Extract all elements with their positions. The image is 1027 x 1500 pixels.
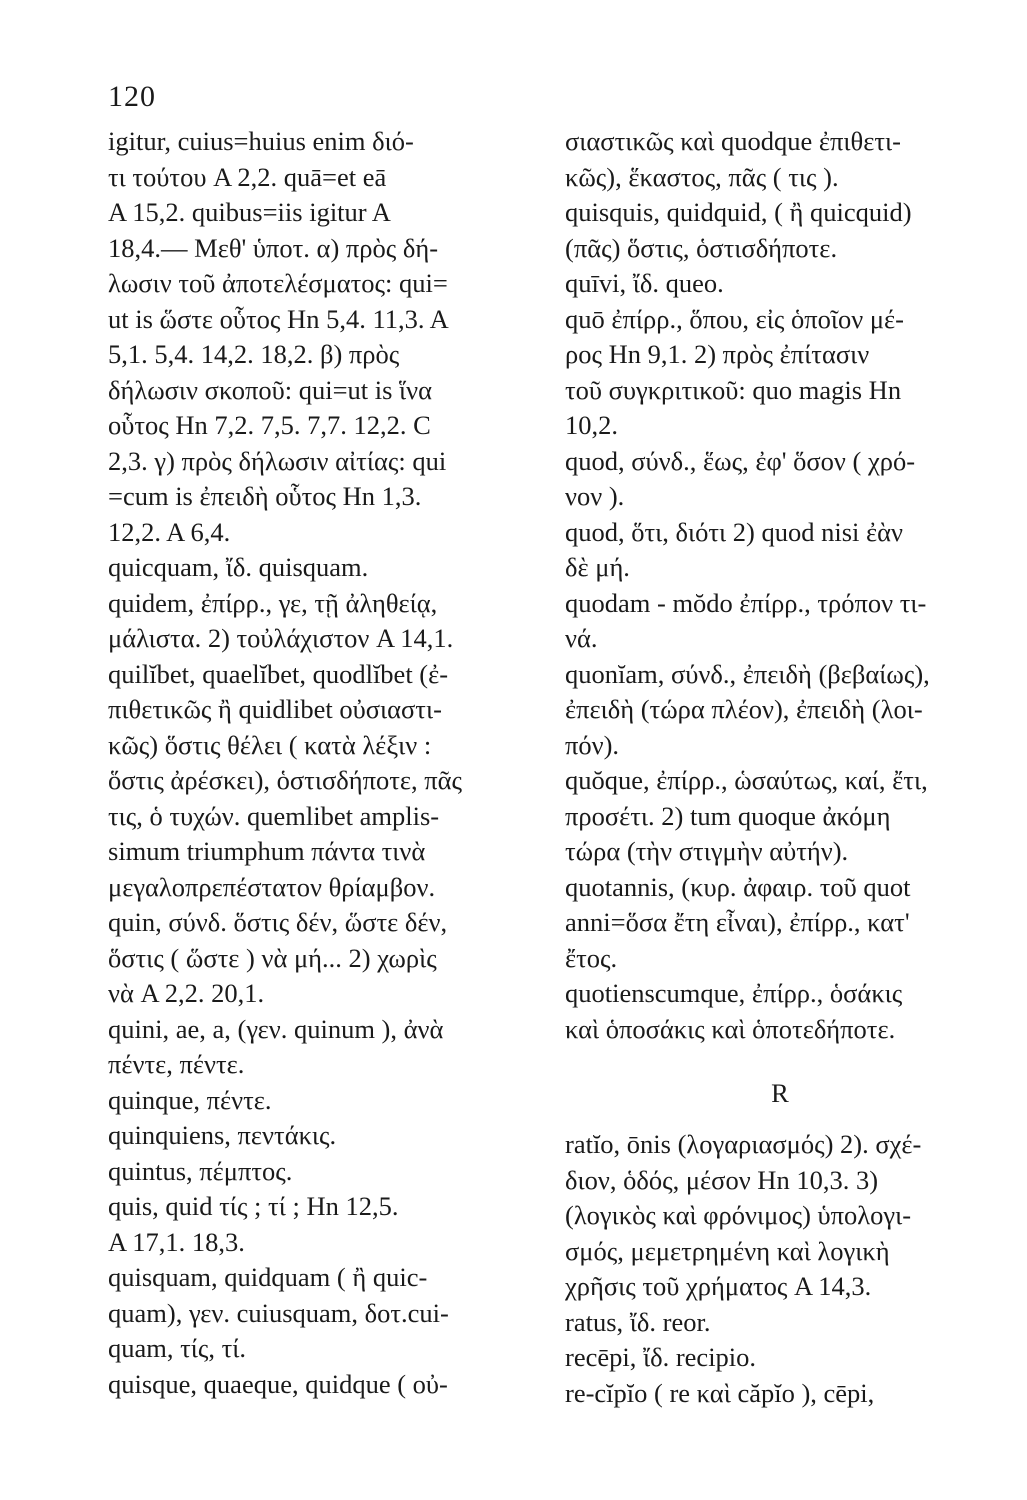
dictionary-line: πέντε, πέντε.: [108, 1049, 245, 1079]
dictionary-line: μεγαλοπρεπέστατον θρίαμβον.: [108, 871, 436, 902]
dictionary-line: =cum is ἐπειδὴ οὗτος Hn 1,3.: [108, 481, 422, 511]
letter-heading: R: [771, 1078, 791, 1108]
dictionary-line: τώρα (τὴν στιγμὴν αὐτήν).: [565, 836, 849, 866]
dictionary-line: quis, quid τίς ; τί ; Hn 12,5.: [108, 1191, 399, 1221]
dictionary-line: ratĭo, ōnis (λογαριασμός) 2). σχέ-: [565, 1129, 922, 1159]
dictionary-line: λωσιν τοῦ ἀποτελέσματος: qui=: [108, 268, 448, 298]
dictionary-line: quinquiens, πεντάκις.: [108, 1120, 337, 1150]
dictionary-line: quin, σύνδ. ὅστις δέν, ὥστε δέν,: [108, 907, 448, 937]
dictionary-line: νὰ A 2,2. 20,1.: [108, 978, 265, 1008]
dictionary-line: 18,4.— Μεθ' ὑποτ. α) πρὸς δή-: [108, 232, 439, 263]
dictionary-line: recēpi, ἴδ. recipio.: [565, 1342, 757, 1372]
dictionary-line: σιαστικῶς καὶ quodque ἐπιθετι-: [565, 126, 901, 156]
left-column: [108, 124, 546, 1402]
dictionary-line: τοῦ συγκριτικοῦ: quo magis Hn: [565, 374, 902, 405]
dictionary-line: quilĭbet, quaelĭbet, quodlĭbet (ἐ-: [108, 658, 449, 689]
dictionary-line: ρος Hn 9,1. 2) πρὸς ἐπίτασιν: [565, 339, 870, 369]
dictionary-line: quisquam, quidquam ( ἢ quic-: [108, 1262, 428, 1292]
dictionary-line: κῶς) ὅστις θέλει ( κατὰ λέξιν :: [108, 729, 432, 760]
dictionary-line: σμός, μεμετρημένη καὶ λογικὴ: [565, 1235, 890, 1266]
dictionary-line: ut is ὥστε οὗτος Hn 5,4. 11,3. A: [108, 303, 449, 334]
dictionary-line: re-cĭpĭo ( re καὶ căpĭo ), cēpi,: [565, 1377, 875, 1408]
dictionary-line: νον ).: [565, 481, 625, 511]
dictionary-line: quam, τίς, τί.: [108, 1333, 247, 1363]
dictionary-line: 10,2.: [565, 410, 618, 440]
dictionary-line: τις, ὁ τυχών. quemlibet amplis-: [108, 800, 440, 831]
dictionary-line: ratus, ἴδ. reor.: [565, 1306, 711, 1337]
dictionary-line: A 15,2. quibus=iis igitur A: [108, 197, 391, 227]
dictionary-line: quonĭam, σύνδ., ἐπειδὴ (βεβαίως),: [565, 658, 930, 689]
dictionary-line: quō ἐπίρρ., ὅπου, εἰς ὁποῖον μέ-: [565, 303, 904, 334]
dictionary-line: quotannis, (κυρ. ἀφαιρ. τοῦ quot: [565, 871, 911, 902]
dictionary-line: δὲ μή.: [565, 552, 630, 582]
dictionary-line: igitur, cuius=huius enim διό-: [108, 126, 414, 156]
dictionary-line: quam), γεν. cuiusquam, δοτ.cui-: [108, 1297, 449, 1328]
dictionary-line: quŏque, ἐπίρρ., ὡσαύτως, καί, ἔτι,: [565, 765, 928, 795]
dictionary-line: (λογικὸς καὶ φρόνιμος) ὑπολογι-: [565, 1200, 912, 1230]
dictionary-line: οὗτος Hn 7,2. 7,5. 7,7. 12,2. C: [108, 410, 431, 440]
dictionary-line: πόν).: [565, 729, 620, 760]
dictionary-line: quod, σύνδ., ἕως, ἐφ' ὅσον ( χρό-: [565, 445, 916, 476]
dictionary-line: ὅστις ἀρέσκει), ὁστισδήποτε, πᾶς: [108, 765, 462, 795]
dictionary-line: quod, ὅτι, διότι 2) quod nisi ἐὰν: [565, 516, 904, 547]
dictionary-line: ἔτος.: [565, 942, 618, 973]
dictionary-line: νά.: [565, 623, 598, 653]
dictionary-line: διον, ὁδός, μέσον Hn 10,3. 3): [565, 1164, 879, 1195]
right-column-entries-r: [565, 1127, 997, 1411]
dictionary-line: 5,1. 5,4. 14,2. 18,2. β) πρὸς: [108, 339, 400, 369]
dictionary-line: quintus, πέμπτος.: [108, 1155, 293, 1186]
dictionary-line: quinque, πέντε.: [108, 1084, 272, 1115]
dictionary-line: ὅστις ( ὥστε ) νὰ μή... 2) χωρὶς: [108, 942, 437, 973]
dictionary-line: (πᾶς) ὅστις, ὁστισδήποτε.: [565, 232, 838, 263]
dictionary-line: μάλιστα. 2) τοὐλάχιστον A 14,1.: [108, 623, 454, 653]
dictionary-line: 2,3. γ) πρὸς δήλωσιν αἰτίας: qui: [108, 445, 447, 476]
dictionary-line: quicquam, ἴδ. quisquam.: [108, 552, 369, 582]
dictionary-line: δήλωσιν σκοποῦ: qui=ut is ἵνα: [108, 374, 433, 405]
dictionary-line: προσέτι. 2) tum quoque ἀκόμη: [565, 800, 891, 831]
dictionary-line: κῶς), ἕκαστος, πᾶς ( τις ).: [565, 161, 839, 192]
dictionary-line: quisque, quaeque, quidque ( οὐ-: [108, 1368, 448, 1399]
dictionary-line: quotienscumque, ἐπίρρ., ὁσάκις: [565, 978, 903, 1008]
dictionary-line: 12,2. A 6,4.: [108, 516, 231, 547]
dictionary-line: quodam - mŏdo ἐπίρρ., τρόπον τι-: [565, 587, 927, 618]
dictionary-line: quidem, ἐπίρρ., γε, τῇ ἀληθείᾳ,: [108, 587, 438, 618]
dictionary-line: τι τούτου A 2,2. quā=et eā: [108, 161, 387, 192]
right-column-entries-q: [565, 124, 997, 1047]
dictionary-line: καὶ ὁποσάκις καὶ ὁποτεδήποτε.: [565, 1013, 896, 1044]
dictionary-line: πιθετικῶς ἢ quidlibet οὐσιαστι-: [108, 694, 442, 724]
right-column: [565, 124, 997, 1411]
dictionary-line: A 17,1. 18,3.: [108, 1226, 245, 1257]
page-number: 120: [108, 80, 156, 113]
dictionary-line: quini, ae, a, (γεν. quinum ), ἀνὰ: [108, 1013, 444, 1044]
dictionary-line: anni=ὅσα ἔτη εἶναι), ἐπίρρ., κατ': [565, 907, 910, 937]
dictionary-line: quīvi, ἴδ. queo.: [565, 268, 724, 298]
dictionary-line: χρῆσις τοῦ χρήματος A 14,3.: [565, 1271, 872, 1301]
dictionary-line: quisquis, quidquid, ( ἢ quicquid): [565, 197, 912, 227]
dictionary-line: simum triumphum πάντα τινὰ: [108, 836, 426, 866]
dictionary-line: ἐπειδὴ (τώρα πλέον), ἐπειδὴ (λοι-: [565, 694, 923, 724]
